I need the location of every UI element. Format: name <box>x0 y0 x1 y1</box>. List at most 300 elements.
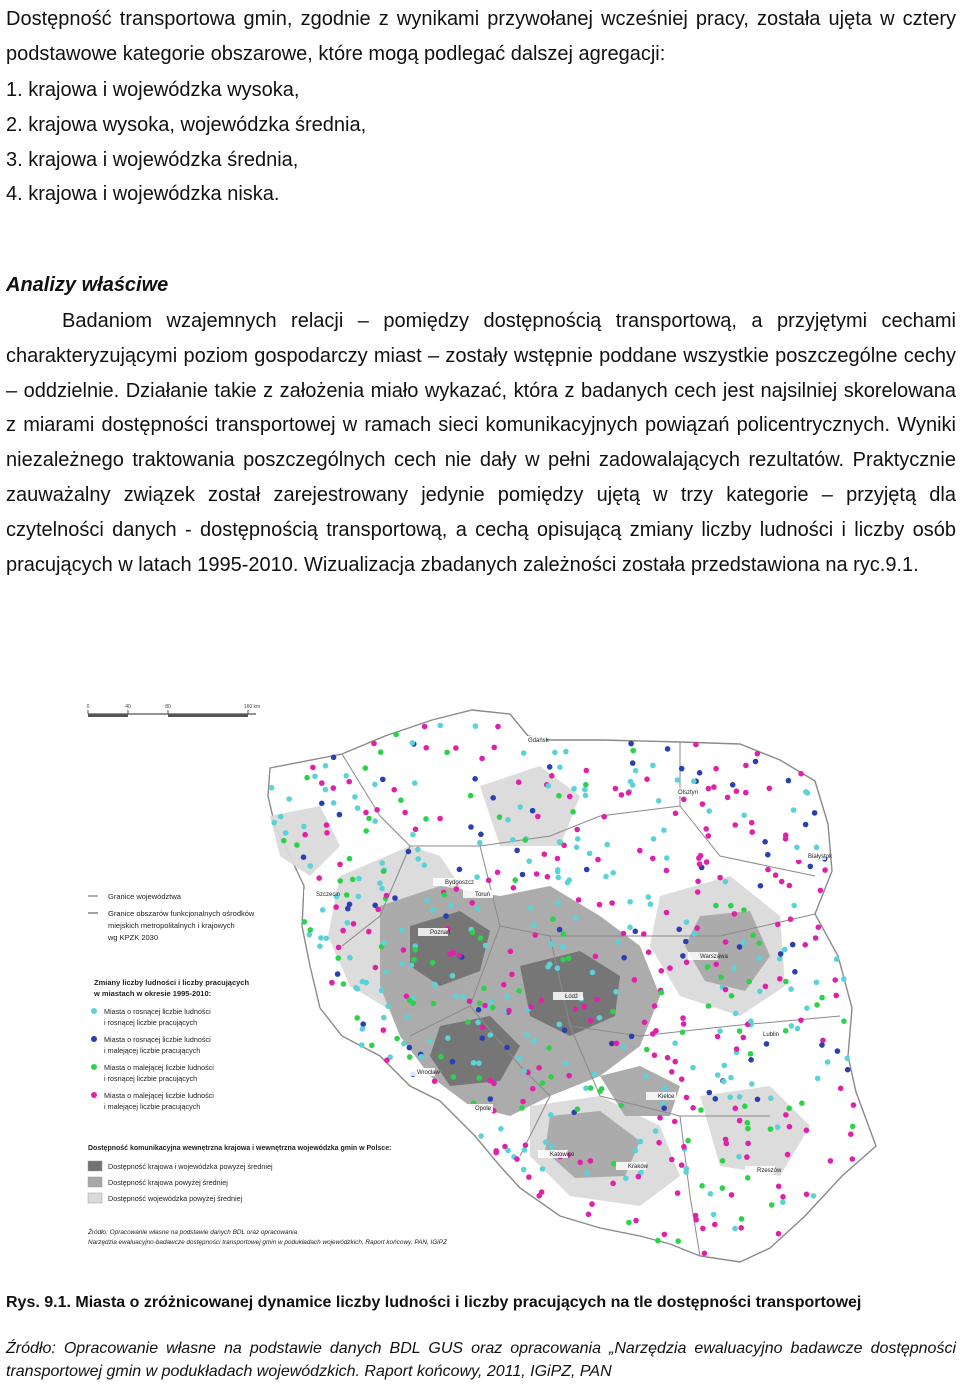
city-dot <box>795 1026 801 1032</box>
city-dot <box>804 1005 810 1011</box>
city-dot <box>501 982 507 988</box>
city-dot <box>665 1055 671 1061</box>
city-dot <box>698 1107 704 1113</box>
city-dot <box>706 786 712 792</box>
city-dot <box>679 1076 685 1082</box>
city-dot <box>723 939 729 945</box>
city-dot <box>684 919 690 925</box>
city-dot <box>664 868 670 874</box>
city-dot <box>646 894 652 900</box>
city-dot <box>749 820 755 826</box>
city-dot <box>351 921 357 927</box>
city-dot <box>584 1170 590 1176</box>
city-label <box>463 890 493 898</box>
city-dot <box>583 793 589 799</box>
city-dot <box>610 870 616 876</box>
city-dot <box>641 931 647 937</box>
city-dot <box>610 1181 616 1187</box>
city-dot <box>480 1025 486 1031</box>
city-dot <box>335 971 341 977</box>
city-dot <box>307 863 313 869</box>
city-dot <box>457 867 463 873</box>
city-dot <box>427 1038 433 1044</box>
city-dot <box>841 1018 847 1024</box>
city-dot <box>614 1041 620 1047</box>
city-dot <box>498 1126 504 1132</box>
city-dot <box>737 1118 743 1124</box>
city-label <box>516 736 550 744</box>
city-dot <box>469 900 475 906</box>
city-dot <box>681 1144 687 1150</box>
city-name: Katowice <box>550 1152 575 1158</box>
city-dot <box>566 877 572 883</box>
city-dot <box>384 1057 390 1063</box>
city-dot <box>552 750 558 756</box>
city-dot <box>360 1026 366 1032</box>
list-item: 4. krajowa i wojewódzka niska. <box>6 183 280 206</box>
city-dot <box>650 1031 656 1037</box>
city-dot <box>743 763 749 769</box>
city-dot <box>669 1157 675 1163</box>
city-dot <box>656 798 662 804</box>
city-dot <box>479 756 485 762</box>
city-dot <box>575 836 581 842</box>
city-dot <box>307 932 313 938</box>
figure-caption: Rys. 9.1. Miasta o zróżnicowanej dynamice liczby ludności i liczby pracujących na tle dostępności transportowej <box>6 1294 862 1311</box>
city-dot <box>567 794 573 800</box>
city-dot <box>490 795 496 801</box>
city-dot <box>488 1096 494 1102</box>
city-name: Kielce <box>658 1094 675 1100</box>
city-dot <box>301 854 307 860</box>
city-label <box>538 1150 575 1158</box>
city-name: Kraków <box>628 1164 649 1170</box>
city-dot <box>700 1226 706 1232</box>
city-name: Łódź <box>565 994 579 1000</box>
city-dot <box>684 1166 690 1172</box>
city-dot <box>748 1051 754 1057</box>
city-dot <box>549 941 555 947</box>
city-dot <box>818 888 824 894</box>
city-dot <box>319 801 325 807</box>
city-dot <box>504 1045 510 1051</box>
city-dot <box>393 732 399 738</box>
city-dot <box>684 960 690 966</box>
city-dot <box>412 947 418 953</box>
city-dot <box>789 1023 795 1029</box>
city-dot <box>372 818 378 824</box>
city-dot <box>704 859 710 865</box>
city-name: Wrocław <box>417 1070 440 1076</box>
city-dot <box>594 997 600 1003</box>
city-dot <box>845 1067 851 1073</box>
city-dot <box>630 782 636 788</box>
city-dot <box>490 1005 496 1011</box>
city-dot <box>675 1238 681 1244</box>
city-dot <box>730 782 736 788</box>
city-dot <box>415 847 421 853</box>
city-dot <box>615 939 621 945</box>
city-dot <box>762 839 768 845</box>
city-dot <box>347 902 353 908</box>
city-dot <box>576 897 582 903</box>
city-dot <box>301 824 307 830</box>
city-dot <box>611 1161 617 1167</box>
city-dot <box>511 885 517 891</box>
city-dot <box>269 785 275 791</box>
city-dot <box>769 1202 775 1208</box>
city-dot <box>718 974 724 980</box>
city-dot <box>422 724 428 730</box>
city-dot <box>451 1074 457 1080</box>
city-dot <box>431 1001 437 1007</box>
city-dot <box>819 1042 825 1048</box>
city-dot <box>814 1002 820 1008</box>
city-dot <box>556 793 562 799</box>
city-dot <box>555 965 561 971</box>
city-dot <box>514 1156 520 1162</box>
city-dot <box>381 1015 387 1021</box>
city-dot <box>379 988 385 994</box>
city-dot <box>399 961 405 967</box>
city-dot <box>432 1078 438 1084</box>
city-dot <box>379 860 385 866</box>
city-dot <box>633 1218 639 1224</box>
city-dot <box>548 1074 554 1080</box>
city-dot <box>695 879 701 885</box>
legend-swatch <box>88 1177 102 1187</box>
city-dot <box>394 1036 400 1042</box>
city-dot <box>346 779 352 785</box>
city-dot <box>520 872 526 878</box>
city-dot <box>399 928 405 934</box>
city-dot <box>477 1001 483 1007</box>
city-dot <box>848 1131 854 1137</box>
city-dot <box>592 1072 598 1078</box>
scale-tick: 160 km <box>243 704 261 710</box>
city-dot <box>659 968 665 974</box>
city-dot <box>333 904 339 910</box>
city-dot <box>523 837 529 843</box>
city-dot <box>748 1018 754 1024</box>
city-dot <box>336 945 342 951</box>
city-dot <box>794 845 800 851</box>
city-dot <box>480 1035 486 1041</box>
city-dot <box>621 955 627 961</box>
category-list <box>6 73 366 212</box>
city-dot <box>621 1044 627 1050</box>
city-dot <box>324 822 330 828</box>
city-dot <box>360 1021 366 1027</box>
city-dot <box>621 931 627 937</box>
city-dot <box>707 1090 713 1096</box>
city-dot <box>775 1124 781 1130</box>
city-dot <box>745 1175 751 1181</box>
city-dot <box>732 1226 738 1232</box>
city-dot <box>573 915 579 921</box>
city-dot <box>437 816 443 822</box>
city-dot <box>721 1079 727 1085</box>
city-dot <box>475 1020 481 1026</box>
city-dot <box>733 1106 739 1112</box>
legend-boundary-func-3: wg KPZK 2030 <box>108 933 159 942</box>
city-dot <box>693 742 699 748</box>
city-dot <box>648 901 654 907</box>
city-dot <box>528 1004 534 1010</box>
city-dot <box>814 980 820 986</box>
city-dot <box>603 874 609 880</box>
city-dot <box>531 922 537 928</box>
city-label <box>745 1166 782 1174</box>
city-dot <box>728 903 734 909</box>
city-dot <box>522 1147 528 1153</box>
city-name: Poznań <box>430 930 451 936</box>
intro-paragraph: Dostępność transportowa gmin, zgodnie z wynikami przywołanej wcześniej pracy, została ujęta w cztery podstawowe kategorie obszarowe, które mogą podlegać dalszej agregacji: <box>6 8 956 65</box>
city-dot <box>737 1094 743 1100</box>
city-dot <box>560 957 566 963</box>
city-dot <box>471 1060 477 1066</box>
city-dot <box>304 775 310 781</box>
city-dot <box>548 1112 554 1118</box>
city-dot <box>786 778 792 784</box>
city-label <box>796 852 833 860</box>
scale-tick: 80 <box>165 704 171 710</box>
section-heading: Analizy właściwe <box>6 274 169 296</box>
city-dot <box>780 1194 786 1200</box>
city-dot <box>383 969 389 975</box>
city-dot <box>723 987 729 993</box>
city-dot <box>734 788 740 794</box>
city-dot <box>669 1069 675 1075</box>
city-dot <box>804 1128 810 1134</box>
city-dot <box>828 1158 834 1164</box>
city-dot <box>337 862 343 868</box>
city-dot <box>546 783 552 789</box>
city-dot <box>366 929 372 935</box>
city-dot <box>675 1190 681 1196</box>
city-dot <box>758 883 764 889</box>
city-dot <box>646 949 652 955</box>
legend-cat-line1: Miasta o malejącej liczbie ludności <box>104 1091 214 1100</box>
city-dot <box>638 1139 644 1145</box>
city-dot <box>798 1017 804 1023</box>
city-dot <box>841 976 847 982</box>
city-dot <box>378 749 384 755</box>
legend-boundary-func: Granice obszarów funkcjonalnych ośrodków <box>108 909 255 918</box>
city-dot <box>468 793 474 799</box>
city-dot <box>491 1081 497 1087</box>
city-dot <box>664 910 670 916</box>
city-dot <box>467 998 473 1004</box>
city-dot <box>540 1080 546 1086</box>
city-dot <box>530 1086 536 1092</box>
city-dot <box>745 1126 751 1132</box>
city-dot <box>344 892 350 898</box>
legend-source: Źródło: Opracowanie własne na podstawie danych BDL oraz opracowania <box>88 1229 298 1236</box>
city-dot <box>588 1018 594 1024</box>
city-dot <box>278 814 284 820</box>
city-dot <box>324 830 330 836</box>
city-dot <box>691 779 697 785</box>
city-dot <box>320 907 326 913</box>
city-dot <box>329 980 335 986</box>
city-dot <box>763 984 769 990</box>
city-dot <box>402 810 408 816</box>
city-dot <box>557 764 563 770</box>
city-dot <box>432 982 438 988</box>
city-dot <box>595 857 601 863</box>
city-dot <box>787 1124 793 1130</box>
city-dot <box>727 1094 733 1100</box>
city-label <box>553 992 583 1000</box>
city-dot <box>706 1003 712 1009</box>
city-dot <box>523 1142 529 1148</box>
city-dot <box>681 797 687 803</box>
city-dot <box>406 849 412 855</box>
city-dot <box>702 1251 708 1257</box>
city-dot <box>626 790 632 796</box>
city-dot <box>340 928 346 934</box>
city-dot <box>708 1191 714 1197</box>
city-dot <box>510 837 516 843</box>
city-dot <box>532 1038 538 1044</box>
city-dot <box>521 1068 527 1074</box>
city-dot <box>545 964 551 970</box>
city-dot <box>475 906 481 912</box>
city-dot <box>741 812 747 818</box>
city-dot <box>577 1160 583 1166</box>
legend-swatch <box>88 1193 102 1203</box>
city-dot <box>457 953 463 959</box>
city-dot <box>783 979 789 985</box>
list-item: 2. krajowa wysoka, wojewódzka średnia, <box>6 113 367 136</box>
city-dot <box>757 989 763 995</box>
city-dot <box>791 807 797 813</box>
city-dot <box>680 1015 686 1021</box>
map-figure <box>80 696 960 1278</box>
city-dot <box>662 1232 668 1238</box>
legend-swatch <box>88 1161 102 1171</box>
city-dot <box>672 1119 678 1125</box>
city-dot <box>699 1183 705 1189</box>
city-dot <box>566 956 572 962</box>
city-dot <box>356 894 362 900</box>
city-dot <box>783 1112 789 1118</box>
city-dot <box>673 811 679 817</box>
city-dot <box>539 997 545 1003</box>
city-dot <box>597 1015 603 1021</box>
city-dot <box>720 1185 726 1191</box>
city-dot <box>722 1063 728 1069</box>
city-dot <box>555 900 561 906</box>
legend-access-label: Dostępność krajowa powyżej średniej <box>108 1178 228 1187</box>
city-dot <box>438 1054 444 1060</box>
city-dot <box>703 826 709 832</box>
city-dot <box>555 856 561 862</box>
city-dot <box>746 979 752 985</box>
city-dot <box>757 955 763 961</box>
city-dot <box>741 1035 747 1041</box>
city-dot <box>783 836 789 842</box>
city-dot <box>549 773 555 779</box>
city-dot <box>423 745 429 751</box>
list-item: 3. krajowa i wojewódzka średnia, <box>6 148 299 171</box>
city-dot <box>693 1213 699 1219</box>
city-dot <box>627 925 633 931</box>
legend-boundary-func-2: miejskich metropolitalnych i krajowych <box>108 921 235 930</box>
city-dot <box>690 1105 696 1111</box>
city-dot <box>476 1007 482 1013</box>
city-dot <box>825 1059 831 1065</box>
city-dot <box>808 864 814 870</box>
city-dot <box>448 902 454 908</box>
city-dot <box>442 892 448 898</box>
city-dot <box>685 1138 691 1144</box>
city-dot <box>850 1124 856 1130</box>
city-dot <box>337 878 343 884</box>
legend-changes-title-2: w miastach w okresie 1995-2010: <box>94 989 212 998</box>
city-dot <box>736 1154 742 1160</box>
city-dot <box>599 1086 605 1092</box>
city-dot <box>331 755 337 761</box>
city-dot <box>633 1148 639 1154</box>
city-dot <box>451 950 457 956</box>
city-dot <box>356 876 362 882</box>
city-dot <box>331 785 337 791</box>
city-dot <box>381 869 387 875</box>
city-dot <box>369 1043 375 1049</box>
city-dot <box>534 871 540 877</box>
city-dot <box>768 1095 774 1101</box>
city-dot <box>430 960 436 966</box>
city-dot <box>407 1054 413 1060</box>
legend-dot <box>91 1092 97 1098</box>
city-dot <box>495 870 501 876</box>
city-dot <box>505 1148 511 1154</box>
city-dot <box>557 1022 563 1028</box>
city-dot <box>683 939 689 945</box>
city-dot <box>743 790 749 796</box>
city-dot <box>478 1133 484 1139</box>
city-dot <box>409 962 415 968</box>
scale-tick: 0 <box>86 704 90 710</box>
scale-bar <box>87 704 261 717</box>
city-dot <box>798 771 804 777</box>
city-dot <box>476 1060 482 1066</box>
city-dot <box>778 951 784 957</box>
city-dot <box>681 1021 687 1027</box>
city-dot <box>642 1020 648 1026</box>
city-dot <box>539 1189 545 1195</box>
city-dot <box>468 824 474 830</box>
city-dot <box>644 776 650 782</box>
city-dot <box>729 993 735 999</box>
city-dot <box>773 872 779 878</box>
city-dot <box>739 1216 745 1222</box>
city-dot <box>650 763 656 769</box>
city-dot <box>371 741 377 747</box>
poland-map <box>80 696 960 1278</box>
city-dot <box>799 1100 805 1106</box>
city-dot <box>324 936 330 942</box>
city-dot <box>516 779 522 785</box>
city-dot <box>521 1167 527 1173</box>
city-dot <box>335 955 341 961</box>
city-dot <box>540 1166 546 1172</box>
city-dot <box>308 927 314 933</box>
city-dot <box>633 768 639 774</box>
city-dot <box>583 782 589 788</box>
